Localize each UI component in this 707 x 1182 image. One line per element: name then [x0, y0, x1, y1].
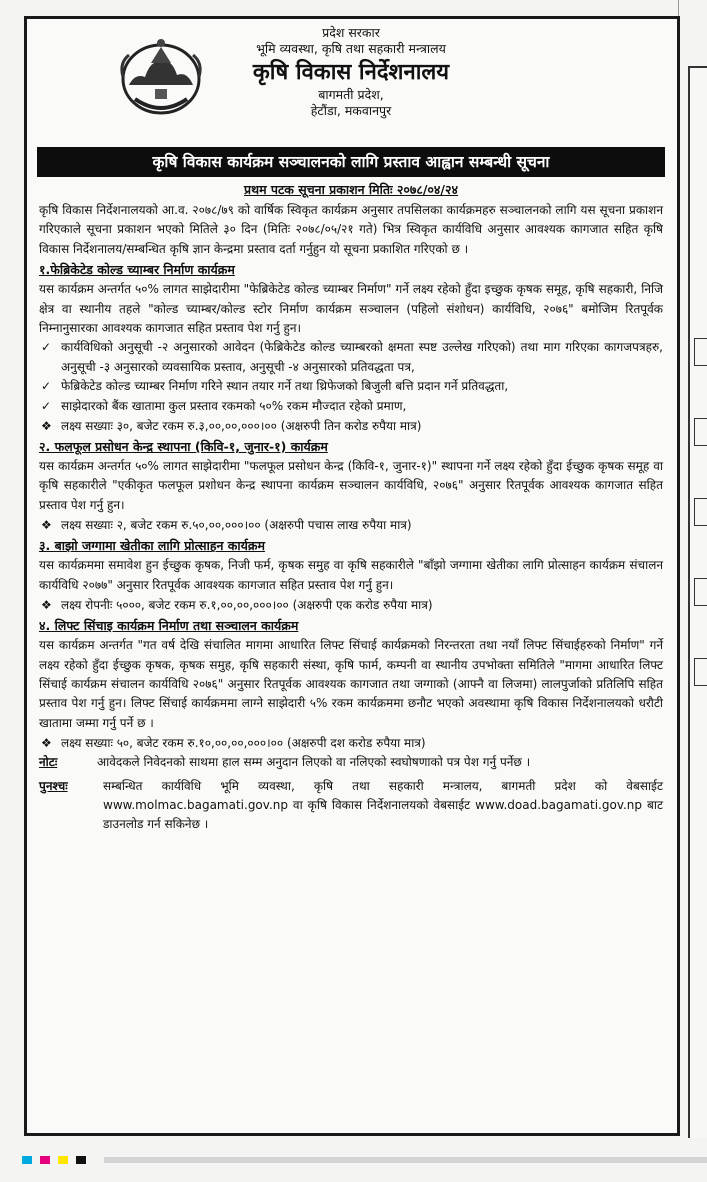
diamond-bullet-icon: ❖	[41, 518, 52, 533]
adjacent-page-fragment	[688, 66, 707, 1138]
section-2-heading: २. फलफूल प्रसोधन केन्द्र स्थापना (किवि-१, जुनार-१) कार्यक्रम	[39, 439, 328, 455]
section-1-heading: १.फेब्रिकेटेड कोल्ड च्याम्बर निर्माण कार्यक्रम	[39, 262, 235, 278]
check-icon: ✓	[41, 340, 52, 355]
intro-paragraph: कृषि विकास निर्देशनालयको आ.व. २०७८/७९ को वार्षिक स्विकृत कार्यक्रम अनुसार तपसिलका कार्यक्रमहरु सञ्चालनको लागि यस सूचना प्रकाशन गरिएकाले सूचना प्रकाशन भएको मितिले ३० दिन (मितिः २०७८/०५/२१ गते) भित्र स्विकृत कार्यविधि अनुसार आवश्यक कागजात सहित कृषि विकास निर्देशनालय/सम्बन्धित कृषि ज्ञान केन्द्रमा प्रस्ताव दर्ता गर्नुहुन यो सूचना प्रकाशित गरिएको छ ।	[39, 203, 663, 256]
print-mark-cyan	[22, 1156, 32, 1164]
note	[39, 753, 663, 772]
adjacent-box	[694, 498, 707, 526]
adjacent-box	[694, 418, 707, 446]
government-name: प्रदेश सरकार	[322, 25, 380, 40]
section-4-body: यस कार्यक्रम अन्तर्गत "गत वर्ष देखि संचालित मागमा आधारित लिफ्ट सिंचाई कार्यक्रमको निरन्तरता तथा नयाँ लिफ्ट सिंचाईहरुको निर्माण" गर्ने लक्ष्य रहेको हुँदा ईच्छुक कृषक, कृषक समुह, कृषि सहकारी संस्था, कृषि फार्म, कम्पनी वा स्थानीय उपभोक्ता समितिले "मागमा आधारित लिफ्ट सिंचाई कार्यक्रम संचालन कार्यविधि २०७६" अनुसार रितपूर्वक आवश्यक कागजात तथा जग्गाको (आफ्नै वा लिजमा) लालपुर्जाको प्रतिलिपि सहित प्रस्ताव पेश गर्नु हुन। लिफ्ट सिंचाई कार्यक्रममा लाग्ने साझेदारी ५% रकम कार्यक्रममा छनौट भएको अवस्थामा कृषि विकास निर्देशनालयको धरौटी खातामा जम्मा गर्नु पर्ने छ ।	[39, 638, 663, 730]
department-name: कृषि विकास निर्देशनालय	[252, 60, 450, 85]
section-1-target	[39, 416, 663, 436]
postscript	[39, 777, 663, 835]
publication-date: प्रथम पटक सूचना प्रकाशन मितिः २०७८/०४/२४	[243, 182, 459, 197]
section-2-target	[39, 515, 663, 535]
check-item	[39, 338, 663, 377]
print-mark-yellow	[58, 1156, 68, 1164]
section-3-heading: ३. बाझो जग्गामा खेतीका लागि प्रोत्साहन कार्यक्रम	[39, 538, 265, 554]
check-item-text: कार्यविधिको अनुसूची -२ अनुसारको आवेदन (फेब्रिकेटेड कोल्ड च्याम्बरको क्षमता स्पष्ट उल्लेख गरिएको) तथा माग गरिएका कागजपत्रहरु, अनुसूची -३ अनुसारको व्यवसायिक प्रस्ताव, अनुसूची -४ अनुसारको प्रतिवद्धता पत्र,	[61, 340, 663, 374]
notice-header	[39, 25, 663, 147]
diamond-bullet-icon: ❖	[41, 419, 52, 434]
ministry-name: भूमि व्यवस्था, कृषि तथा सहकारी मन्त्रालय	[256, 41, 446, 56]
print-mark-black	[76, 1156, 86, 1164]
adjacent-box	[694, 578, 707, 606]
section-1-body: यस कार्यक्रम अन्तर्गत ५०% लागत साझेदारीमा "फेब्रिकेटेड कोल्ड च्याम्बर निर्माण" गर्ने लक्ष्य रहेको हुँदा इच्छुक कृषक समूह, कृषि सहकारी, निजि क्षेत्र वा स्थानीय तहले "कोल्ड च्याम्बर/कोल्ड स्टोर निर्माण कार्यक्रम सञ्चालन (पहिलो संशोधन) कार्यविधि, २०७६" बमोजिम रितपूर्वक निम्नानुसारका आवश्यक कागजात सहित प्रस्ताव पेश गर्नु हुन।	[39, 282, 663, 336]
postscript-label: पुनश्चः	[39, 778, 68, 793]
postscript-text: सम्बन्धित कार्यविधि भूमि व्यवस्था, कृषि तथा सहकारी मन्त्रालय, बागमती प्रदेश को वेबसाईट www.molmac.bagamati.gov.np वा कृषि विकास निर्देशनालयको वेबसाईट www.doad.bagamati.gov.np बाट डाउनलोड गर्न सकिनेछ ।	[103, 778, 663, 832]
print-mark-magenta	[40, 1156, 50, 1164]
office-address: हेटौंडा, मकवानपुर	[310, 103, 392, 118]
print-mark-grey-strip	[104, 1157, 707, 1163]
province-name: बागमती प्रदेश,	[318, 87, 384, 102]
check-item-text: फेब्रिकेटेड कोल्ड च्याम्बर निर्माण गरिने स्थान तयार गर्ने तथा थ्रिफेजको बिजुली बत्ति प्रदान गर्ने प्रतिवद्धता,	[61, 379, 509, 394]
nepal-emblem-icon	[115, 33, 207, 119]
check-item-text: साझेदारको बैंक खातामा कुल प्रस्ताव रकमको ५०% रकम मौज्दात रहेको प्रमाण,	[61, 398, 407, 413]
note-label: नोटः	[39, 755, 58, 770]
section-3-body: यस कार्यक्रममा समावेश हुन ईच्छुक कृषक, निजी फर्म, कृषक समुह वा कृषि सहकारीले "बाँझो जग्गामा खेतीका लागि प्रोत्साहन कार्यक्रम संचालन कार्यविधि २०७७" अनुसार रितपूर्वक आवश्यक कागजात सहित प्रस्ताव पेश गर्नु हुन।	[39, 558, 663, 592]
adjacent-box	[694, 658, 707, 686]
target-text: लक्ष्य सख्याः ३०, बजेट रकम रु.३,००,००,०००।०० (अक्षरुपी तिन करोड रुपैया मात्र)	[61, 419, 422, 434]
adjacent-box	[694, 338, 707, 366]
target-text: लक्ष्य रोपनीः ५०००, बजेट रकम रु.१,००,००,०००।०० (अक्षरुपी एक करोड रुपैया मात्र)	[61, 598, 433, 613]
target-text: लक्ष्य सख्याः २, बजेट रकम रु.५०,००,०००।०० (अक्षरुपी पचास लाख रुपैया मात्र)	[61, 518, 412, 533]
section-4-heading: ४. लिफ्ट सिंचाइ कार्यक्रम निर्माण तथा सञ्चालन कार्यक्रम	[39, 618, 299, 634]
diamond-bullet-icon: ❖	[41, 736, 52, 751]
notice-box	[24, 16, 680, 1136]
check-item	[39, 377, 663, 396]
section-3-target	[39, 595, 663, 615]
check-icon: ✓	[41, 398, 52, 413]
diamond-bullet-icon: ❖	[41, 598, 52, 613]
note-text: आवेदकले निवेदनको साथमा हाल सम्म अनुदान लिएको वा नलिएको स्वघोषणाको पत्र पेश गर्नु पर्नेछ ।	[97, 755, 531, 770]
target-text: लक्ष्य सख्याः ५०, बजेट रकम रु.१०,००,००,०००।०० (अक्षरुपी दश करोड रुपैया मात्र)	[61, 736, 426, 751]
check-item	[39, 397, 663, 416]
section-4-target	[39, 733, 663, 753]
check-icon: ✓	[41, 379, 52, 394]
notice-title-banner: कृषि विकास कार्यक्रम सञ्चालनको लागि प्रस्ताव आह्वान सम्बन्धी सूचना	[37, 147, 665, 177]
section-2-body: यस कार्यक्रम अन्तर्गत ५०% लागत साझेदारीमा "फलफूल प्रसोधन केन्द्र (किवि-१, जुनार-१)" स्थापना गर्ने लक्ष्य रहेको हुँदा ईच्छुक कृषक समूह वा कृषि सहकारीले "एकीकृत फलफूल प्रशोधन केन्द्र स्थापना कार्यक्रम सञ्चालन कार्यविधि, २०७६" अनुसार रितपूर्वक आवश्यक कागजात सहित प्रस्ताव पेश गर्नु हुन।	[39, 459, 663, 512]
